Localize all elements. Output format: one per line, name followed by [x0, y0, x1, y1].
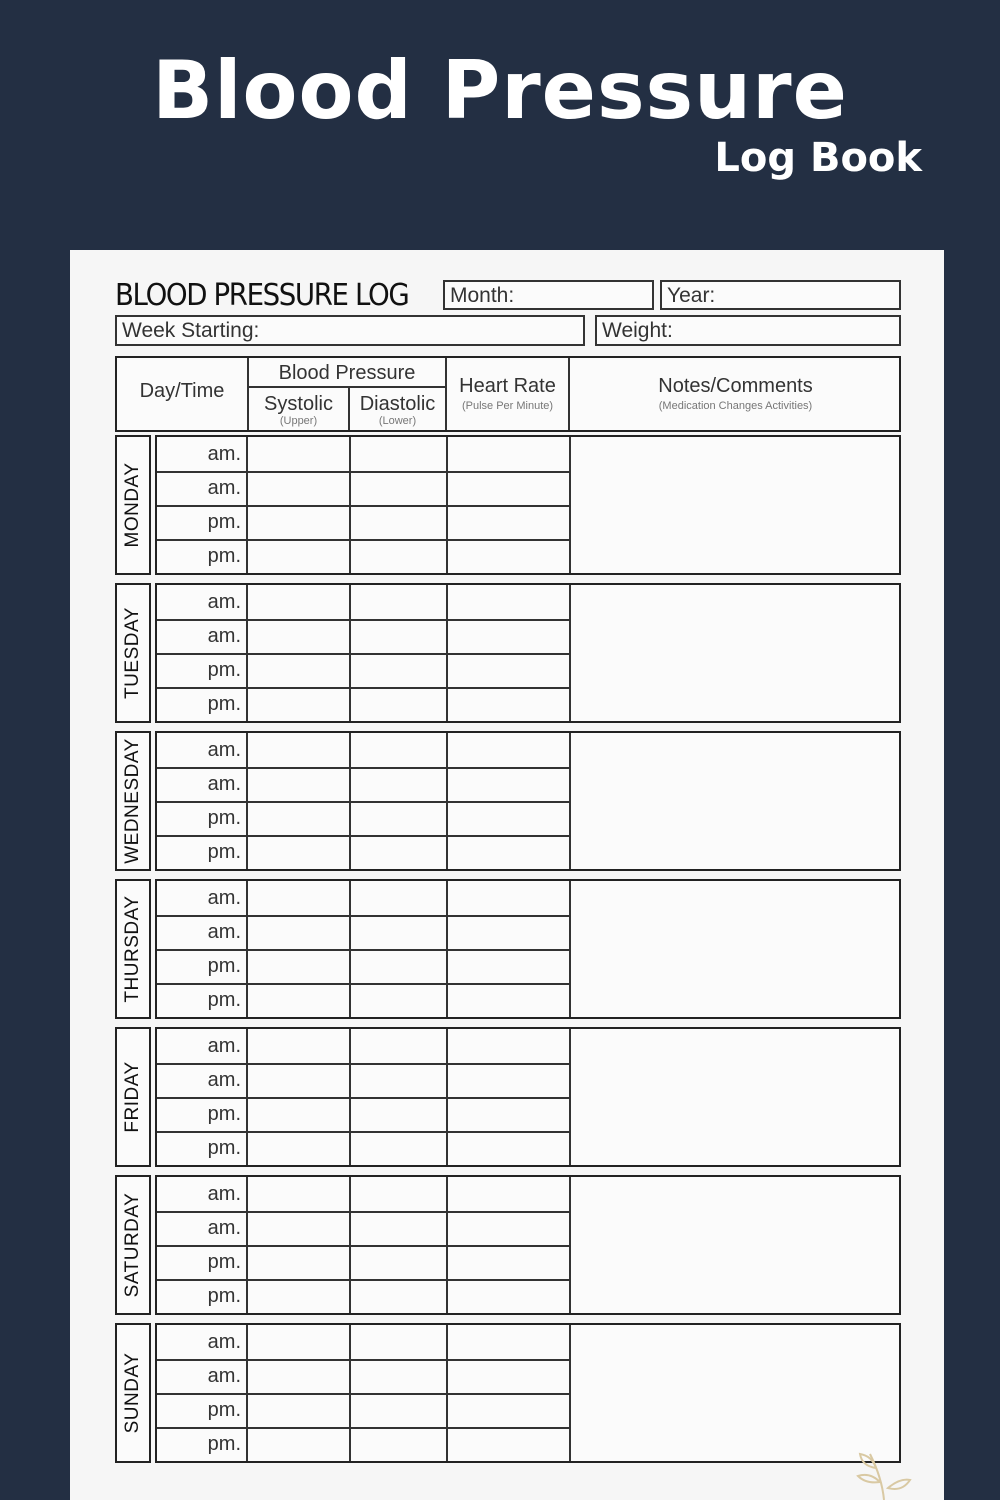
time-of-day-label: pm.	[207, 693, 241, 715]
weight-label: Weight:	[602, 319, 673, 342]
notes-cell[interactable]	[571, 733, 899, 869]
day-block-tuesday	[115, 583, 901, 723]
year-label: Year:	[667, 284, 716, 307]
heart-rate-cell[interactable]	[448, 951, 569, 983]
heart-rate-cell[interactable]	[448, 769, 569, 801]
day-label: WEDNESDAY	[122, 738, 143, 864]
diastolic-cell[interactable]	[351, 1361, 446, 1393]
time-of-day-label: pm.	[207, 955, 241, 977]
time-of-day-label: pm.	[207, 1399, 241, 1421]
diastolic-cell[interactable]	[351, 541, 446, 573]
time-of-day-label: pm.	[207, 1433, 241, 1455]
heart-rate-cell[interactable]	[448, 1395, 569, 1427]
weight-field[interactable]	[595, 315, 901, 346]
day-block-saturday	[115, 1175, 901, 1315]
systolic-cell[interactable]	[248, 1133, 349, 1165]
heart-rate-cell[interactable]	[448, 803, 569, 835]
day-label: FRIDAY	[122, 1061, 143, 1133]
day-label: MONDAY	[122, 462, 143, 548]
cover-subtitle: Log Book	[714, 135, 922, 181]
log-title: BLOOD PRESSURE LOG	[115, 278, 409, 313]
time-of-day-label: am.	[207, 443, 241, 465]
systolic-cell[interactable]	[248, 1213, 349, 1245]
time-of-day-label: am.	[207, 921, 241, 943]
systolic-cell[interactable]	[248, 837, 349, 869]
header-systolic-note: (Upper)	[279, 415, 318, 427]
time-of-day-label: am.	[207, 1069, 241, 1091]
time-of-day-label: pm.	[207, 989, 241, 1011]
heart-rate-cell[interactable]	[448, 735, 569, 767]
day-tab	[115, 731, 151, 871]
systolic-cell[interactable]	[248, 1429, 349, 1461]
day-label: THURSDAY	[122, 895, 143, 1003]
log-sheet	[70, 250, 944, 1500]
day-grid	[155, 1323, 901, 1463]
heart-rate-cell[interactable]	[448, 655, 569, 687]
heart-rate-cell[interactable]	[448, 1361, 569, 1393]
heart-rate-cell[interactable]	[448, 1179, 569, 1211]
systolic-cell[interactable]	[248, 689, 349, 721]
heart-rate-cell[interactable]	[448, 1031, 569, 1063]
heart-rate-cell[interactable]	[448, 1247, 569, 1279]
systolic-cell[interactable]	[248, 473, 349, 505]
systolic-cell[interactable]	[248, 655, 349, 687]
diastolic-cell[interactable]	[351, 587, 446, 619]
systolic-cell[interactable]	[248, 439, 349, 471]
systolic-cell[interactable]	[248, 541, 349, 573]
time-of-day-label: pm.	[207, 1285, 241, 1307]
day-tab	[115, 1027, 151, 1167]
month-field[interactable]	[443, 280, 654, 310]
heart-rate-cell[interactable]	[448, 587, 569, 619]
diastolic-cell[interactable]	[351, 473, 446, 505]
notes-cell[interactable]	[571, 881, 899, 1017]
diastolic-cell[interactable]	[351, 883, 446, 915]
systolic-cell[interactable]	[248, 1395, 349, 1427]
header-heart-rate: Heart Rate	[459, 375, 556, 397]
day-grid	[155, 583, 901, 723]
month-label: Month:	[450, 284, 515, 307]
time-of-day-label: pm.	[207, 1103, 241, 1125]
time-of-day-label: am.	[207, 1365, 241, 1387]
diastolic-cell[interactable]	[351, 689, 446, 721]
systolic-cell[interactable]	[248, 735, 349, 767]
header-notes: Notes/Comments	[658, 375, 813, 397]
diastolic-cell[interactable]	[351, 1247, 446, 1279]
heart-rate-cell[interactable]	[448, 837, 569, 869]
systolic-cell[interactable]	[248, 985, 349, 1017]
day-grid	[155, 731, 901, 871]
time-of-day-label: pm.	[207, 1137, 241, 1159]
systolic-cell[interactable]	[248, 1031, 349, 1063]
notes-cell[interactable]	[571, 437, 899, 573]
heart-rate-cell[interactable]	[448, 1065, 569, 1097]
time-of-day-label: am.	[207, 477, 241, 499]
header-systolic: Systolic	[264, 393, 333, 415]
day-tab	[115, 1323, 151, 1463]
day-block-friday	[115, 1027, 901, 1167]
heart-rate-cell[interactable]	[448, 507, 569, 539]
heart-rate-cell[interactable]	[448, 985, 569, 1017]
heart-rate-cell[interactable]	[448, 1213, 569, 1245]
time-of-day-label: pm.	[207, 545, 241, 567]
day-block-sunday	[115, 1323, 901, 1463]
systolic-cell[interactable]	[248, 1281, 349, 1313]
diastolic-cell[interactable]	[351, 837, 446, 869]
diastolic-cell[interactable]	[351, 1327, 446, 1359]
time-of-day-label: am.	[207, 1183, 241, 1205]
day-grid	[155, 879, 901, 1019]
notes-cell[interactable]	[571, 1177, 899, 1313]
time-of-day-label: pm.	[207, 841, 241, 863]
day-tab	[115, 879, 151, 1019]
day-tab	[115, 1175, 151, 1315]
cover-title: Blood Pressure	[152, 44, 848, 137]
heart-rate-cell[interactable]	[448, 1429, 569, 1461]
heart-rate-cell[interactable]	[448, 1099, 569, 1131]
heart-rate-cell[interactable]	[448, 541, 569, 573]
day-grid	[155, 1027, 901, 1167]
diastolic-cell[interactable]	[351, 655, 446, 687]
time-of-day-label: am.	[207, 773, 241, 795]
time-of-day-label: am.	[207, 1035, 241, 1057]
leaf-sprig-icon	[854, 1448, 914, 1500]
systolic-cell[interactable]	[248, 587, 349, 619]
heart-rate-cell[interactable]	[448, 439, 569, 471]
day-label: TUESDAY	[122, 607, 143, 699]
day-grid	[155, 1175, 901, 1315]
day-grid	[155, 435, 901, 575]
day-label: SATURDAY	[122, 1192, 143, 1298]
day-block-monday	[115, 435, 901, 575]
systolic-cell[interactable]	[248, 507, 349, 539]
systolic-cell[interactable]	[248, 803, 349, 835]
systolic-cell[interactable]	[248, 1099, 349, 1131]
diastolic-cell[interactable]	[351, 507, 446, 539]
week-starting-label: Week Starting:	[122, 319, 260, 342]
systolic-cell[interactable]	[248, 1179, 349, 1211]
heart-rate-cell[interactable]	[448, 621, 569, 653]
week-starting-field[interactable]	[115, 315, 585, 346]
diastolic-cell[interactable]	[351, 1179, 446, 1211]
header-diastolic-note: (Lower)	[378, 415, 417, 427]
header-heart-rate-note: (Pulse Per Minute)	[461, 400, 554, 412]
heart-rate-cell[interactable]	[448, 1133, 569, 1165]
header-diastolic: Diastolic	[359, 393, 436, 415]
diastolic-cell[interactable]	[351, 985, 446, 1017]
heart-rate-cell[interactable]	[448, 1281, 569, 1313]
diastolic-cell[interactable]	[351, 1065, 446, 1097]
day-block-wednesday	[115, 731, 901, 871]
diastolic-cell[interactable]	[351, 951, 446, 983]
header-blood-pressure: Blood Pressure	[278, 362, 416, 384]
diastolic-cell[interactable]	[351, 917, 446, 949]
time-of-day-label: am.	[207, 739, 241, 761]
diastolic-cell[interactable]	[351, 1133, 446, 1165]
time-of-day-label: pm.	[207, 807, 241, 829]
diastolic-cell[interactable]	[351, 621, 446, 653]
time-of-day-label: am.	[207, 591, 241, 613]
diastolic-cell[interactable]	[351, 1429, 446, 1461]
notes-cell[interactable]	[571, 1325, 899, 1461]
diastolic-cell[interactable]	[351, 803, 446, 835]
day-block-thursday	[115, 879, 901, 1019]
time-of-day-label: am.	[207, 1331, 241, 1353]
notes-cell[interactable]	[571, 585, 899, 721]
systolic-cell[interactable]	[248, 769, 349, 801]
time-of-day-label: pm.	[207, 511, 241, 533]
heart-rate-cell[interactable]	[448, 689, 569, 721]
systolic-cell[interactable]	[248, 621, 349, 653]
systolic-cell[interactable]	[248, 883, 349, 915]
diastolic-cell[interactable]	[351, 1099, 446, 1131]
heart-rate-cell[interactable]	[448, 473, 569, 505]
diastolic-cell[interactable]	[351, 1031, 446, 1063]
day-tab	[115, 435, 151, 575]
diastolic-cell[interactable]	[351, 735, 446, 767]
year-field[interactable]	[660, 280, 901, 310]
systolic-cell[interactable]	[248, 1327, 349, 1359]
time-of-day-label: am.	[207, 625, 241, 647]
diastolic-cell[interactable]	[351, 769, 446, 801]
time-of-day-label: pm.	[207, 659, 241, 681]
systolic-cell[interactable]	[248, 1361, 349, 1393]
heart-rate-cell[interactable]	[448, 883, 569, 915]
time-of-day-label: am.	[207, 1217, 241, 1239]
systolic-cell[interactable]	[248, 1065, 349, 1097]
diastolic-cell[interactable]	[351, 1213, 446, 1245]
header-day-time: Day/Time	[139, 380, 225, 402]
day-tab	[115, 583, 151, 723]
diastolic-cell[interactable]	[351, 1395, 446, 1427]
diastolic-cell[interactable]	[351, 1281, 446, 1313]
heart-rate-cell[interactable]	[448, 917, 569, 949]
time-of-day-label: am.	[207, 887, 241, 909]
header-notes-note: (Medication Changes Activities)	[658, 400, 813, 412]
systolic-cell[interactable]	[248, 951, 349, 983]
systolic-cell[interactable]	[248, 917, 349, 949]
heart-rate-cell[interactable]	[448, 1327, 569, 1359]
day-label: SUNDAY	[122, 1352, 143, 1434]
diastolic-cell[interactable]	[351, 439, 446, 471]
systolic-cell[interactable]	[248, 1247, 349, 1279]
notes-cell[interactable]	[571, 1029, 899, 1165]
table-header	[115, 356, 901, 432]
time-of-day-label: pm.	[207, 1251, 241, 1273]
